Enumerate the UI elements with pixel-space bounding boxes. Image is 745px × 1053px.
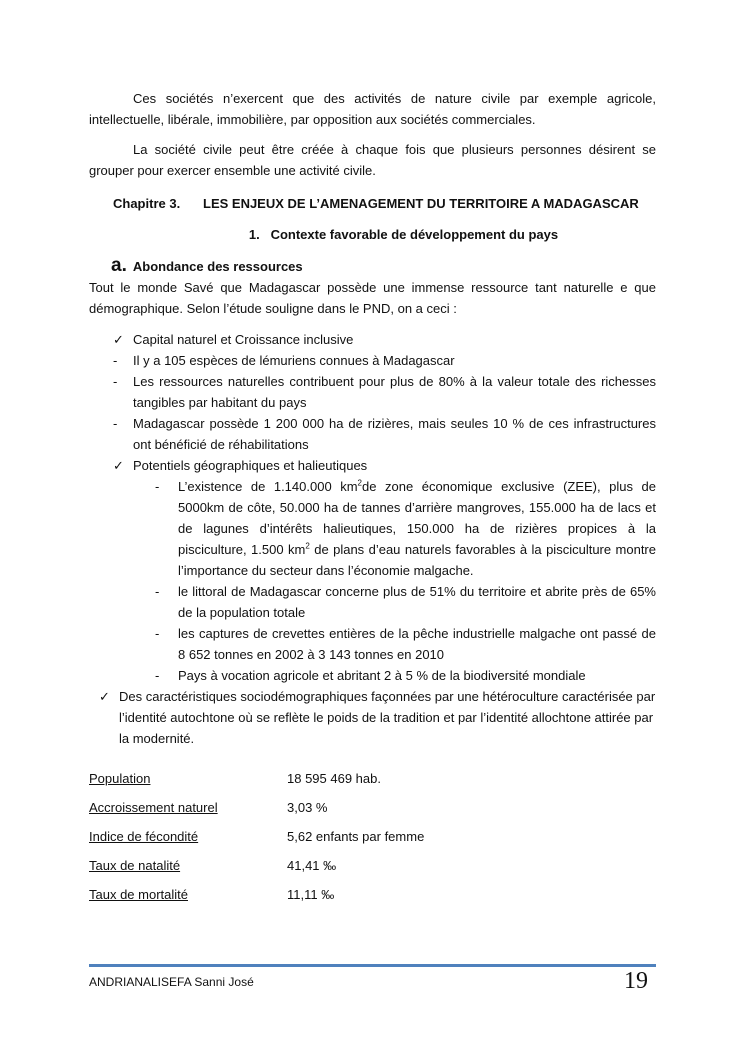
check-icon: ✓ xyxy=(113,458,124,473)
document-body xyxy=(89,88,656,916)
list-item-text: Il y a 105 espèces de lémuriens connues à Madagascar xyxy=(133,353,455,368)
list-item xyxy=(89,455,656,476)
stat-label: Taux de natalité xyxy=(89,858,181,873)
list-item xyxy=(89,371,656,413)
list-item-text: L’existence de 1.140.000 $km^2de$ zone économique exclusive (ZEE), plus de 5000km de côte, 50.000 ha de tannes d’arrière mangroves, 155.000 ha de lacs et de lagunes d’intérêts halieutiques, 150.000 ha de rizières propices à la pisciculture, 1.500 $km^2$ de plans d’eau naturels favorables à la pisciculture montre l’importance du secteur dans l’économie malgache. xyxy=(178,478,656,578)
check-icon: ✓ xyxy=(113,332,124,347)
list-item-text: Pays à vocation agricole et abritant 2 à 5 % de la biodiversité mondiale xyxy=(178,668,586,683)
check-icon: ✓ xyxy=(99,689,110,704)
dash-marker: - xyxy=(155,668,160,683)
stat-value: 5,62 enfants par femme xyxy=(287,829,425,844)
resource-list xyxy=(89,329,656,749)
section-number: 1. xyxy=(248,227,260,242)
stat-label: Indice de fécondité xyxy=(89,829,199,844)
footer-author: ANDRIANALISEFA Sanni José xyxy=(89,975,254,989)
list-item xyxy=(89,350,656,371)
dash-marker: - xyxy=(155,479,160,494)
subsection-heading xyxy=(89,256,656,277)
stat-label: Taux de mortalité xyxy=(89,887,188,902)
list-item xyxy=(89,581,656,623)
chapter-heading xyxy=(113,194,656,214)
subsection-letter: a. xyxy=(111,255,127,276)
list-item-text: les captures de crevettes entières de la pêche industrielle malgache ont passé de 8 652 tonnes en 2002 à 3 143 tonnes en 2010 xyxy=(178,626,656,662)
table-row xyxy=(89,887,424,916)
list-item xyxy=(89,665,656,686)
table-row xyxy=(89,858,424,887)
dash-marker: - xyxy=(113,416,118,431)
list-item xyxy=(89,476,656,581)
subsection-title: Abondance des ressources xyxy=(132,259,303,274)
list-item-text: Des caractéristiques sociodémographiques façonnées par une hétéroculture caractérisée par l’identité autochtone où se reflète le poids de la tradition et par l’identité allochtone attirée par la modernité. xyxy=(119,689,656,746)
table-row xyxy=(89,829,424,858)
section-heading xyxy=(151,225,656,245)
list-item xyxy=(89,623,656,665)
table-row xyxy=(89,800,424,829)
footer-divider xyxy=(89,964,656,967)
demographic-stats-table xyxy=(89,771,424,916)
stat-label: Population xyxy=(89,771,151,786)
list-item-text: le littoral de Madagascar concerne plus de 51% du territoire et abrite près de 65% de la population totale xyxy=(178,584,656,620)
stat-value: 11,11 ‰ xyxy=(287,887,335,902)
list-item xyxy=(89,413,656,455)
list-item-text: Potentiels géographiques et halieutiques xyxy=(133,458,368,473)
dash-marker: - xyxy=(113,374,118,389)
chapter-title: LES ENJEUX DE L’AMENAGEMENT DU TERRITOIRE A MADAGASCAR xyxy=(203,196,639,211)
list-item xyxy=(89,686,656,749)
stat-value: 18 595 469 hab. xyxy=(287,771,381,786)
stat-value: 41,41 ‰ xyxy=(287,858,337,873)
paragraph-civil-society: La société civile peut être créée à chaque fois que plusieurs personnes désirent se grouper pour exercer ensemble une activité civile. xyxy=(89,142,656,178)
stat-label: Accroissement naturel xyxy=(89,800,218,815)
dash-marker: - xyxy=(155,584,160,599)
page-number: 19 xyxy=(624,968,648,994)
dash-marker: - xyxy=(155,626,160,641)
section-title: Contexte favorable de développement du pays xyxy=(270,227,559,242)
paragraph-civil-activities: Ces sociétés n’exercent que des activités de nature civile par exemple agricole, intellectuelle, libérale, immobilière, par opposition aux sociétés commerciales. xyxy=(89,91,656,127)
chapter-number: Chapitre 3. xyxy=(113,196,181,211)
dash-marker: - xyxy=(113,353,118,368)
stat-value: 3,03 % xyxy=(287,800,328,815)
list-item-text: Madagascar possède 1 200 000 ha de rizières, mais seules 10 % de ces infrastructures ont bénéficié de réhabilitations xyxy=(133,416,656,452)
list-item xyxy=(89,329,656,350)
list-item-text: Les ressources naturelles contribuent pour plus de 80% à la valeur totale des richesses tangibles par habitant du pays xyxy=(133,374,656,410)
list-item-text: Capital naturel et Croissance inclusive xyxy=(133,332,354,347)
intro-paragraph: Tout le monde Savé que Madagascar possède une immense ressource tant naturelle e que démographique. Selon l’étude souligne dans le PND, on a ceci : xyxy=(89,280,656,316)
table-row xyxy=(89,771,424,800)
